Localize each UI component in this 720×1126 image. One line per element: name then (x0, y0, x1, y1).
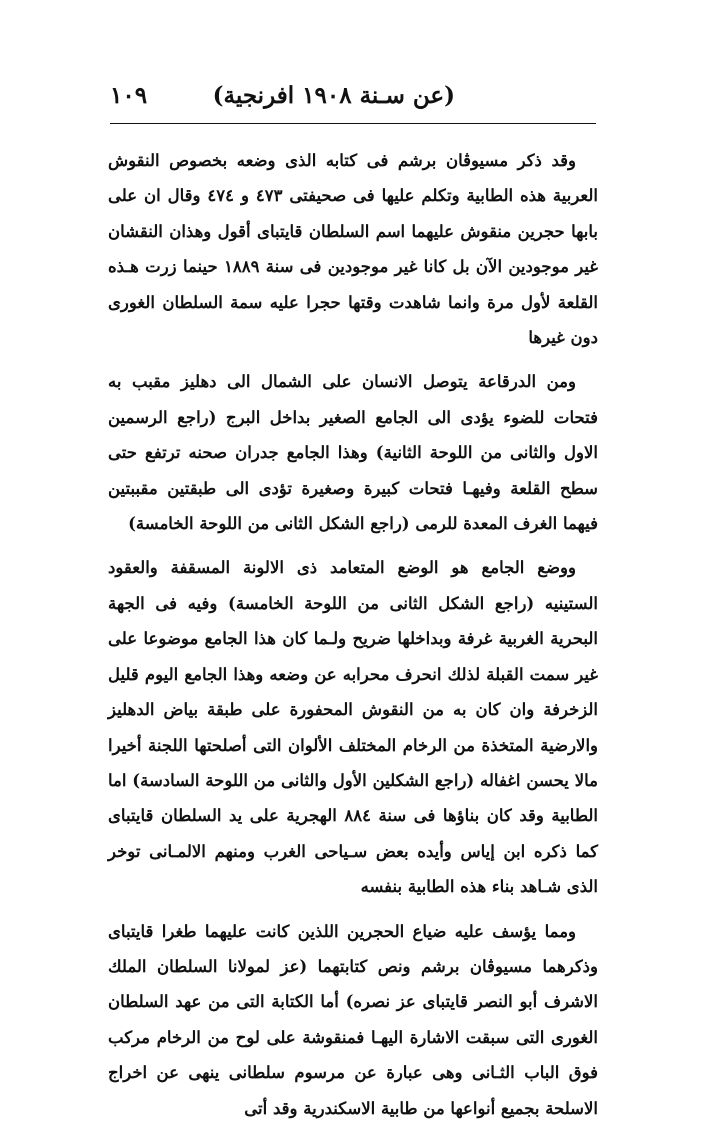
paragraph-1: وقد ذكر مسيوڤان برشم فى كتابه الذى وضعه بخصوص النقوش العربية هذه الطابية وتكلم عليها فى صحيفتى ٤٧٣ و ٤٧٤ وقال ان على بابها حجرين منقوش عليهما اسم السلطان قايتباى أقول وهذان النقشان غير موجودين الآن بل كانا غير موجودين فى سنة ١٨٨٩ حينما زرت هـذه القلعة لأول مرة وانما شاهدت وقتها حجرا عليه سمة السلطان الغورى دون غيرها (108, 151, 599, 348)
page-header (110, 82, 595, 122)
paragraph-2: ومن الدرقاعة يتوصل الانسان على الشمال الى دهليز مقبب به فتحات للضوء يؤدى الى الجامع الصغير بداخل البرج (راجع الرسمين الاول والثانى من اللوحة الثانية) وهذا الجامع جدران صحنه ترتفع حتى سطح القلعة وفيهـا فتحات كبيرة وصغيرة تؤدى الى طبقتين مقببتين فيهما الغرف المعدة للرمى (راجع الشكل الثانى من اللوحة الخامسة) (108, 372, 598, 534)
paragraph-3: ووضع الجامع هو الوضع المتعامد ذى الالونة المسقفة والعقود الستينيه (راجع الشكل الثانى من اللوحة الخامسة) وفيه فى الجهة البحرية الغربية غرفة وبداخلها ضريح ولـما كان هذا الجامع موضوعا على غير سمت القبلة لذلك انحرف محرابه عن وضعه وهذا الجامع اليوم قليل الزخرفة وان كان به من النقوش المحفورة على طبقة بياض الدهليز والارضية المتخذة من الرخام المختلف الألوان التى أصلحتها اللجنة أخيرا مالا يحسن اغفاله (راجع الشكلين الأول والثانى من اللوحة السادسة) اما الطابية وقد كان بناؤها فى سنة ٨٨٤ الهجرية على يد السلطان قايتباى كما ذكره ابن إياس وأيده بعض سـياحى الغرب ومنهم الالمـانى توخر الذى شـاهد بناء هذه الطابية بنفسه (108, 558, 598, 897)
header-rule (110, 123, 596, 124)
page-number: ١٠٩ (110, 82, 148, 109)
body-text (108, 143, 598, 1126)
paragraph-4: ومما يؤسف عليه ضياع الحجرين اللذين كانت عليهما طغرا قايتباى وذكرهما مسيوڤان برشم ونص كتابتهما (عز لمولانا السلطان الملك الاشرف أبو النصر قايتباى عز نصره) أما الكتابة التى من عهد السلطان الغورى التى سبقت الاشارة اليهـا فمنقوشة على لوح من الرخام مركب فوق الباب الثـانى وهى عبارة عن مرسوم سلطانى ينهى عن اخراج الاسلحة بجميع أنواعها من طابية الاسكندرية وقد أتى (108, 921, 598, 1118)
running-title: (عن سـنة ١٩٠٨ افرنجية) (212, 82, 455, 109)
